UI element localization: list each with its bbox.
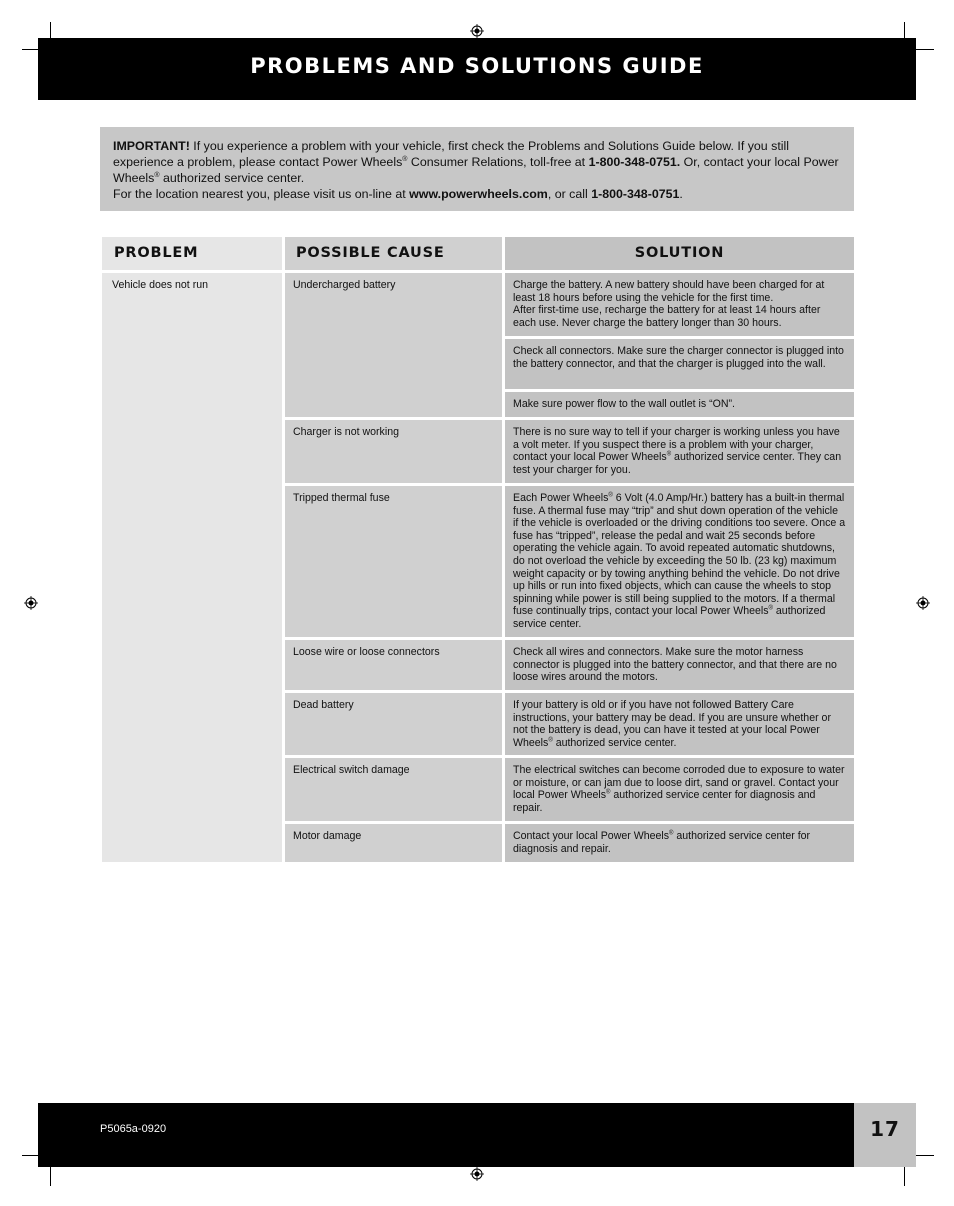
solution-text: authorized service center for diagnosis and repair. xyxy=(513,789,816,814)
notice-text: If you experience a problem with your vehicle, first check the Problems and Solutions Guide below. If you still experience a problem, please contact Power Wheels xyxy=(113,139,790,169)
notice-text: authorized service center. xyxy=(159,171,305,185)
registered-mark: ® xyxy=(666,451,672,458)
registered-mark: ® xyxy=(548,737,553,744)
registered-mark: ® xyxy=(402,155,408,163)
cause-cell: Tripped thermal fuse xyxy=(285,486,502,637)
solution-text: 6 Volt (4.0 Amp/Hr.) battery has a built-in thermal fuse. A thermal fuse may “trip” and shut down operation of the vehicle if the vehicle is overloaded or the driving conditions too severe. Once a fuse has “tripped”, release the pedal and wait 25 seconds before operating the vehicle again. To avoid repeated automatic shutdowns, do not overload the vehicle by exceeding the 50 lb. (23 kg) maximum weight capacity or by towing anything behind the vehicle. Do not drive up hills or run into fixed objects, which can cause the wheels to stop spinning while power is still being supplied to the motors. If a thermal fuse continually trips, contact your local Power Wheels xyxy=(513,492,846,618)
page-header xyxy=(38,38,916,100)
problem-text: Vehicle does not run xyxy=(112,279,209,291)
registered-mark: ® xyxy=(154,171,160,179)
registration-mark-icon xyxy=(470,24,484,38)
column-header-problem: PROBLEM xyxy=(102,237,282,270)
notice-text: Consumer Relations, toll-free at xyxy=(407,155,589,169)
registered-mark: ® xyxy=(608,492,613,499)
registration-mark-icon xyxy=(470,1167,484,1181)
notice-text: . xyxy=(679,187,683,201)
solution-cell xyxy=(505,486,854,637)
important-notice xyxy=(100,127,854,211)
problem-cell xyxy=(102,273,282,862)
website-link[interactable]: www.powerwheels.com xyxy=(409,187,548,201)
solution-text: Charge the battery. A new battery should have been charged for at least 18 hours before using the vehicle for the first time. xyxy=(513,279,825,304)
column-header-solution: SOLUTION xyxy=(505,237,854,270)
cause-cell: Motor damage xyxy=(285,824,502,862)
solution-cell xyxy=(505,640,854,690)
solution-text: authorized service center. xyxy=(552,736,677,749)
page-number-box xyxy=(854,1103,916,1167)
phone-number: 1-800-348-0751. xyxy=(588,155,681,169)
solution-cell xyxy=(505,339,854,389)
solution-text: Check all connectors. Make sure the charger connector is plugged into the battery connector, and that the charger is plugged into the wall. xyxy=(513,345,844,370)
page-number: 17 xyxy=(870,1117,900,1141)
document-code: P5065a-0920 xyxy=(100,1123,167,1135)
important-label: IMPORTANT! xyxy=(113,139,190,153)
registration-mark-icon xyxy=(24,596,38,610)
solution-text: There is no sure way to tell if your charger is working unless you have a volt meter. If you suspect there is a problem with your charger, contact your local Power Wheels xyxy=(513,426,840,464)
registration-mark-icon xyxy=(916,596,930,610)
solution-text: Make sure power flow to the wall outlet is “ON”. xyxy=(513,398,735,410)
solution-cell xyxy=(505,758,854,821)
page-footer xyxy=(38,1103,854,1167)
notice-text: Or, contact your local Power Wheels xyxy=(113,155,839,185)
solution-text: Contact your local Power Wheels xyxy=(513,830,670,842)
registered-mark: ® xyxy=(606,789,611,796)
cause-cell: Charger is not working xyxy=(285,420,502,483)
solution-text: The electrical switches can become corroded due to exposure to water or moisture, or can jam due to loose dirt, sand or gravel. Contact your local Power Wheels xyxy=(513,764,845,802)
solution-text: If your battery is old or if you have not followed Battery Care instructions, your battery may be dead. If you are unsure whether or not the battery is dead, you can have it tested at your local Power Wheels xyxy=(513,699,831,749)
solution-text: authorized service center. xyxy=(513,605,826,630)
solution-cell xyxy=(505,693,854,755)
solution-cell xyxy=(505,824,854,862)
registered-mark: ® xyxy=(669,830,674,837)
registered-mark: ® xyxy=(768,605,773,612)
solution-text: Check all wires and connectors. Make sure the motor harness connector is plugged into the battery connector, and that there are no loose wires around the motors. xyxy=(513,646,837,684)
cause-cell: Undercharged battery xyxy=(285,273,502,417)
solution-cell xyxy=(505,420,854,483)
solution-cell xyxy=(505,392,854,417)
column-header-cause: POSSIBLE CAUSE xyxy=(285,237,502,270)
solution-text: authorized service center for diagnosis and repair. xyxy=(513,830,811,855)
page-title: PROBLEMS AND SOLUTIONS GUIDE xyxy=(250,54,704,78)
solution-text: authorized service center. They can test your charger for you. xyxy=(513,451,842,476)
solution-cell xyxy=(505,273,854,336)
cause-cell: Electrical switch damage xyxy=(285,758,502,821)
cause-cell: Dead battery xyxy=(285,693,502,755)
cause-cell: Loose wire or loose connectors xyxy=(285,640,502,690)
solution-text: Each Power Wheels xyxy=(513,492,609,504)
notice-text: For the location nearest you, please visit us on-line at xyxy=(113,187,410,201)
notice-text: , or call xyxy=(547,187,592,201)
solution-text: After first-time use, recharge the battery for at least 14 hours after each use. Never charge the battery longer than 30 hours. xyxy=(513,304,821,329)
phone-number: 1-800-348-0751 xyxy=(591,187,680,201)
